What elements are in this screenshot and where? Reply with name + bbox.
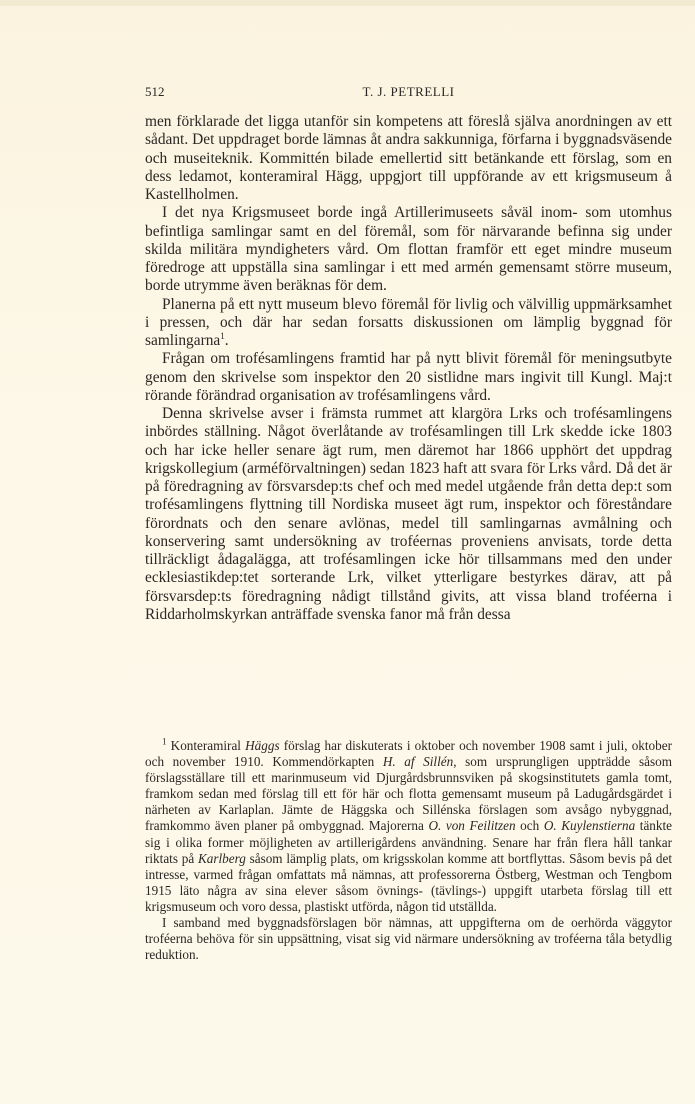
footnote-text: tänkte sig i olika former möjligheten av artillerigårdens användning. Senare har från flera håll tankar riktats på	[145, 818, 673, 866]
footnote-text: Konteramiral	[166, 738, 246, 753]
footnote-1-paragraph-2: I samband med byggnadsförslagen bör nämnas, att uppgifterna om de oerhörda väggytor troféerna behöva för sin uppsättning, visat sig vid närmare undersökning av troféerna tåla betydlig reduktion.	[145, 915, 672, 963]
footnote-name-italic: H. af Sillén	[382, 754, 454, 770]
footnote-text: förslag har diskuterats i oktober och november 1908 samt i juli, oktober och november 1910. Kommendörkapten	[145, 738, 672, 770]
footnote-1	[145, 738, 672, 915]
footnote-text: såsom lämplig plats, om krigsskolan komme att bortflyttas. Såsom bevis på det intresse, varmed frågan omfattats må nämnas, att professorerna Östberg, Westman och Tengbom 1915 läto några av sina elever såsom övnings- (tävlings-) uppgift utarbeta förslag till ett krigsmuseum och voro dessa, plastiskt utförda, någon tid utställda.	[145, 850, 672, 914]
footnote-text: , som ursprungligen uppträdde såsom förslagsställare till ett marinmuseum vid Djurgårdsbrunnsviken på skogsinstitutets gamla tomt, framkom sedan med förslag till ett för här och flotta gemensamt museum på Ladugårdsgärdet i närheten av Karlaplan. Jämte de Häggska och Sillénska förslagen som avsågo nybyggnad, framkommo även planer på ombyggnad. Majorerna	[145, 754, 672, 834]
main-text	[145, 113, 672, 624]
page-number: 512	[145, 84, 165, 99]
footnote-name-italic: O. Kuylenstierna	[543, 818, 636, 834]
paragraph	[145, 296, 672, 351]
footnote-name-italic: Häggs	[245, 738, 280, 753]
footnote-reference[interactable]: 1	[220, 330, 225, 341]
footnote-marker: 1	[162, 736, 167, 747]
running-head: T. J. PETRELLI	[362, 84, 455, 99]
paragraph: Denna skrivelse avser i främsta rummet att klargöra Lrks och trofésamlingens inbördes ställning. Något överlåtande av trofésamlingen till Lrk skedde icke 1803 och har icke heller senare ägt rum, men däremot har 1866 upphört det uppdrag krigskollegium (arméförvaltningen) sedan 1823 haft att svara för Lrks vård. Då det är på föredragning av försvarsdep:ts chef och med medel utgående från detta dep:t som trofésamlingens flyttning till Nordiska museet ägt rum, inspektor och föreståndare förordnats och den senare avlönas, medel till samlingarnas avmålning och konservering samt undersökning av troféernas proveniens anvisats, torde detta tillräckligt ådagalägga, att trofésamlingen icke hör tillsammans med den under ecklesiastikdep:tet sorterande Lrk, vilket ytterligare bestyrkes därav, att på försvarsdep:ts föredragning nådigt tillstånd givits, att vissa bland troféerna i Riddarholmskyrkan anträffade svenska fanor må från dessa	[145, 405, 672, 623]
footnote-name-italic: Karlberg	[197, 850, 246, 866]
paragraph: Frågan om trofésamlingens framtid har på nytt blivit föremål för meningsutbyte genom den skrivelse som inspektor den 20 sistlidne mars ingivit till Kungl. Maj:t rörande förändrad organisation av trofésamlingens vård.	[145, 350, 672, 404]
paragraph: men förklarade det ligga utanför sin kompetens att föreslå själva anordningen av ett sådant. Det uppdraget borde lämnas åt andra sakkunniga, förfarna i byggnadsväsende och museiteknik. Kommittén bilade emellertid sitt betänkande ett förslag, som en dess ledamot, konteramiral Hägg, uppgjort till uppförande av ett krigsmuseum å Kastellholmen.	[145, 113, 672, 203]
footnote-text: och	[515, 818, 544, 834]
footnotes	[145, 738, 672, 963]
paragraph-end: .	[224, 332, 229, 349]
page-header	[145, 84, 672, 100]
paragraph: I det nya Krigsmuseet borde ingå Artillerimuseets såväl inom- som utomhus befintliga samlingar samt en del föremål, som för närvarande befinna sig under skilda militära myndigheters vård. Om flottan framför ett eget mindre museum föredroge att uppställa sina samlingar i ett med armén gemensamt större museum, borde utrymme även beräknas för dem.	[145, 204, 672, 295]
paragraph-text: Planerna på ett nytt museum blevo föremål för livlig och välvillig uppmärksamhet i pressen, och där har sedan forsatts diskussionen om lämplig byggnad för samlingarna	[145, 295, 672, 349]
footnote-name-italic: O. von Feilitzen	[428, 818, 516, 834]
